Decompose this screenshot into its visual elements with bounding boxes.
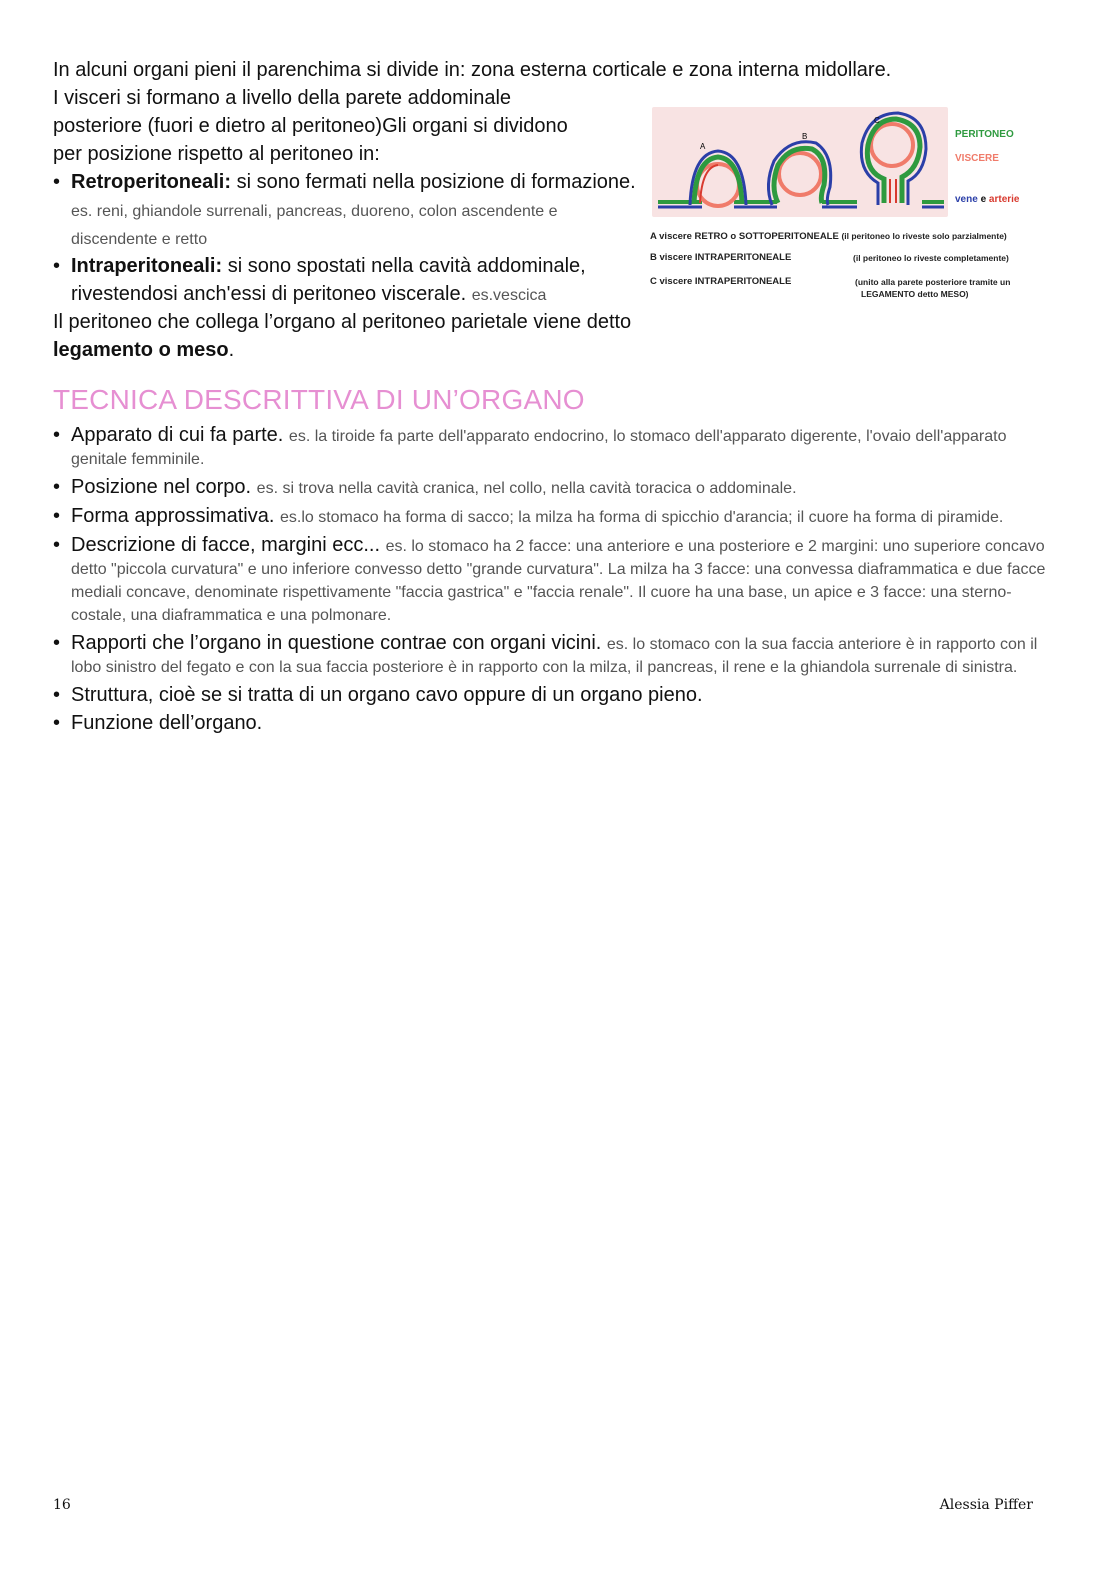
caption-b-label: B viscere INTRAPERITONEALE xyxy=(650,252,792,263)
peritoneum-column xyxy=(53,84,643,364)
visceri-line-1: I visceri si formano a livello della parete addominale xyxy=(53,87,512,109)
caption-c-note-1: (unito alla parete posteriore tramite un xyxy=(855,277,1011,287)
meso-paragraph xyxy=(53,308,643,364)
visceri-line-3: per posizione rispetto al peritoneo in: xyxy=(53,143,380,165)
tecnica-main: Rapporti che l’organo in questione contrae con organi vicini. xyxy=(71,632,602,654)
tecnica-item-struttura xyxy=(53,684,1058,706)
tecnica-section xyxy=(53,424,1058,740)
meso-end: . xyxy=(228,339,235,361)
tecnica-note: es. la tiroide fa parte dell'apparato endocrino, lo stomaco dell'apparato digerente, l'ovaio dell'apparato genitale femminile. xyxy=(71,428,1007,468)
viscere-c xyxy=(871,124,913,166)
peritoneum-list xyxy=(53,168,643,308)
caption-a-label: A viscere RETRO o SOTTOPERITONEALE xyxy=(650,231,839,242)
meso-text: Il peritoneo che collega l’organo al peritoneo parietale viene detto xyxy=(53,311,632,333)
letter-c: C xyxy=(874,116,880,125)
tecnica-item-posizione xyxy=(53,476,1058,499)
author-name: Alessia Piffer xyxy=(939,1497,1033,1513)
intra-text: si sono spostati nella cavità addominale, rivestendosi anch'essi di peritoneo viscerale. xyxy=(71,255,586,305)
letter-b: B xyxy=(802,132,808,141)
list-item-intraperitoneali xyxy=(53,252,643,308)
intro-paragraph xyxy=(53,56,1053,84)
caption-c-note-2: LEGAMENTO detto MESO) xyxy=(861,289,969,299)
intra-example: es.vescica xyxy=(471,287,547,304)
tecnica-main: Apparato di cui fa parte. xyxy=(71,424,284,446)
caption-b-note: (il peritoneo lo riveste completamente) xyxy=(853,253,1009,263)
tecnica-note: es.lo stomaco ha forma di sacco; la milza ha forma di spicchio d'arancia; il cuore ha forma di piramide. xyxy=(279,509,1004,526)
caption-a xyxy=(650,231,1007,242)
tecnica-list xyxy=(53,424,1058,734)
tecnica-note: es. lo stomaco ha 2 facce: una anteriore e una posteriore e 2 margini: uno superiore concavo detto "piccola curvatura" e uno inferiore convesso detto "grande curvatura". La milza ha 3 facce: una convessa diaframmatica e due facce mediali concave, denominate rispettivamente "faccia gastrica" e "faccia renale". Il cuore ha una base, un apice e 3 facce: una sterno- costale, una diaframmatica e una polmonare. xyxy=(71,538,1046,624)
caption-c-label: C viscere INTRAPERITONEALE xyxy=(650,276,792,287)
tecnica-main: Funzione dell’organo. xyxy=(71,712,263,734)
tecnica-item-descrizione xyxy=(53,534,1058,626)
tecnica-item-funzione xyxy=(53,712,1058,734)
retro-example: es. reni, ghiandole surrenali, pancreas, duoreno, colon ascendente e discendente e retto xyxy=(71,203,558,248)
visceri-line-2: posteriore (fuori e dietro al peritoneo)Gli organi si dividono xyxy=(53,115,568,137)
meso-bold: legamento o meso xyxy=(53,339,229,361)
page-number: 16 xyxy=(53,1497,71,1513)
tecnica-item-apparato xyxy=(53,424,1058,470)
tecnica-main: Forma approssimativa. xyxy=(71,505,275,527)
retro-text: si sono fermati nella posizione di formazione. xyxy=(236,171,636,193)
tecnica-item-rapporti xyxy=(53,632,1058,678)
intra-term: Intraperitoneali: xyxy=(71,255,223,277)
retro-term: Retroperitoneali: xyxy=(71,171,232,193)
legend-arterie: arterie xyxy=(988,194,1020,205)
tecnica-main: Struttura, cioè se si tratta di un organo cavo oppure di un organo pieno. xyxy=(71,684,703,706)
section-title: TECNICA DESCRITTIVA DI UN’ORGANO xyxy=(53,384,585,415)
list-item-retroperitoneali xyxy=(53,168,643,252)
tecnica-item-forma xyxy=(53,505,1058,528)
peritoneum-figure xyxy=(650,107,1050,307)
tecnica-main: Posizione nel corpo. xyxy=(71,476,252,498)
caption-a-note: (il peritoneo lo riveste solo parzialmente) xyxy=(841,231,1007,241)
legend-vessels xyxy=(955,194,1020,205)
tecnica-main: Descrizione di facce, margini ecc... xyxy=(71,534,381,556)
legend-peritoneo: PERITONEO xyxy=(955,129,1014,140)
tecnica-note: es. si trova nella cavità cranica, nel collo, nella cavità toracica o addominale. xyxy=(256,480,797,497)
legend-e: e xyxy=(980,194,987,205)
tecnica-note: es. lo stomaco con la sua faccia anteriore è in rapporto con il lobo sinistro del fegato e con la sua faccia posteriore è in rapporto con la milza, il pancreas, il rene e la ghiandola surrenale di sinistra. xyxy=(71,636,1038,676)
intro-text: In alcuni organi pieni il parenchima si divide in: zona esterna corticale e zona interna midollare. xyxy=(53,59,892,81)
letter-a: A xyxy=(700,142,706,151)
figure-illustration xyxy=(652,107,948,217)
legend-viscere: VISCERE xyxy=(955,153,999,164)
legend-vene: vene xyxy=(955,194,978,205)
peritoneum-diagram xyxy=(652,107,948,217)
